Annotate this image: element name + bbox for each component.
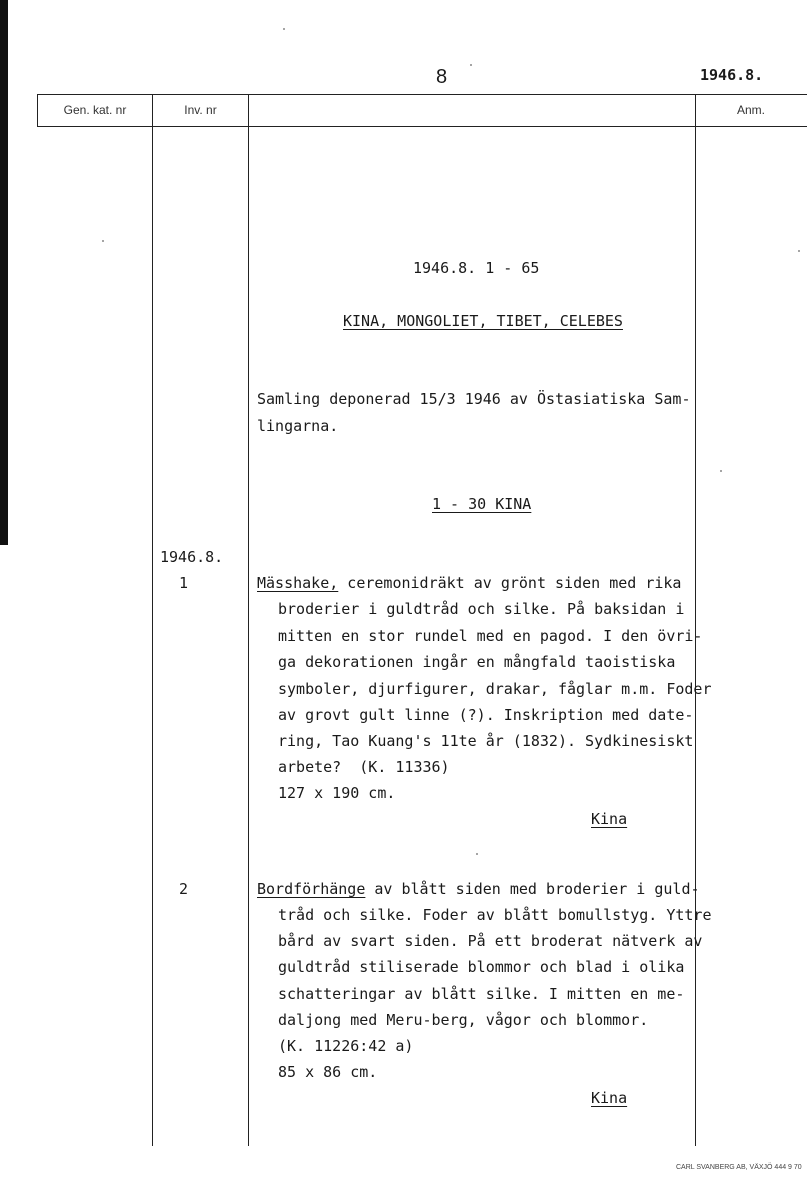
scan-speck <box>470 64 472 66</box>
entry-1-line: symboler, djurfigurer, drakar, fåglar m.m. Foder <box>278 680 712 698</box>
divider-gen-inv <box>152 94 153 1146</box>
scan-speck <box>102 240 104 242</box>
scan-speck <box>720 470 722 472</box>
entry-1-line: ring, Tao Kuang's 11te år (1832). Sydkinesiskt <box>278 732 694 750</box>
entry-2-line: 85 x 86 cm. <box>278 1063 378 1081</box>
subsection-heading: 1 - 30 KINA <box>432 495 532 513</box>
divider-text-anm <box>695 94 696 1146</box>
entry-1-line: mitten en stor rundel med en pagod. I den övri- <box>278 627 703 645</box>
deposit-line-2: lingarna. <box>257 417 339 435</box>
entry-1-line: arbete? (K. 11336) <box>278 758 450 776</box>
printer-mark: CARL SVANBERG AB, VÄXJÖ 444 9 70 <box>676 1164 802 1171</box>
entry-2-first-line <box>257 880 700 898</box>
entry-1-line: ga dekorationen ingår en mångfald taoistiska <box>278 653 676 671</box>
entry-2-place: Kina <box>591 1089 628 1107</box>
scan-speck <box>283 28 285 30</box>
entry-2-line: guldtråd stiliserade blommor och blad i olika <box>278 958 685 976</box>
scan-speck <box>476 853 478 855</box>
column-anm: Anm. <box>736 103 765 117</box>
entry-2-inv-number: 2 <box>179 880 189 898</box>
entry-1-title: Mässhake, <box>257 574 339 592</box>
entry-1-first-line-rest: ceremonidräkt av grönt siden med rika <box>338 574 682 592</box>
entry-1-line: av grovt gult linne (?). Inskription med date- <box>278 706 694 724</box>
entry-1-place: Kina <box>591 810 628 828</box>
divider-inv-text <box>248 94 249 1146</box>
entry-1-inv-number: 1 <box>179 574 189 592</box>
page-edge-bar <box>0 0 8 545</box>
entry-2-title: Bordförhänge <box>257 880 366 898</box>
entry-2-first-line-rest: av blått siden med broderier i guld- <box>365 880 700 898</box>
entry-2-line: schatteringar av blått silke. I mitten en me- <box>278 985 685 1003</box>
deposit-line-1: Samling deponerad 15/3 1946 av Östasiatiska Sam- <box>257 390 691 408</box>
entry-1-line: 127 x 190 cm. <box>278 784 396 802</box>
range-heading: 1946.8. 1 - 65 <box>413 259 540 277</box>
page-number: 8 <box>436 66 448 88</box>
column-inv-nr: Inv. nr <box>184 103 217 117</box>
regions-heading: KINA, MONGOLIET, TIBET, CELEBES <box>343 312 623 330</box>
series-id: 1946.8. <box>700 66 764 84</box>
entry-1-first-line <box>257 574 681 592</box>
entry-2-line: (K. 11226:42 a) <box>278 1037 414 1055</box>
entry-1-inv-prefix: 1946.8. <box>160 548 224 566</box>
entry-1-line: broderier i guldtråd och silke. På baksidan i <box>278 600 685 618</box>
entry-2-line: tråd och silke. Foder av blått bomullstyg. Yttre <box>278 906 712 924</box>
entry-2-line: daljong med Meru-berg, vågor och blommor. <box>278 1011 649 1029</box>
column-gen-kat-nr: Gen. kat. nr <box>63 103 127 117</box>
scan-speck <box>798 250 800 252</box>
entry-2-line: bård av svart siden. På ett broderat nätverk av <box>278 932 703 950</box>
